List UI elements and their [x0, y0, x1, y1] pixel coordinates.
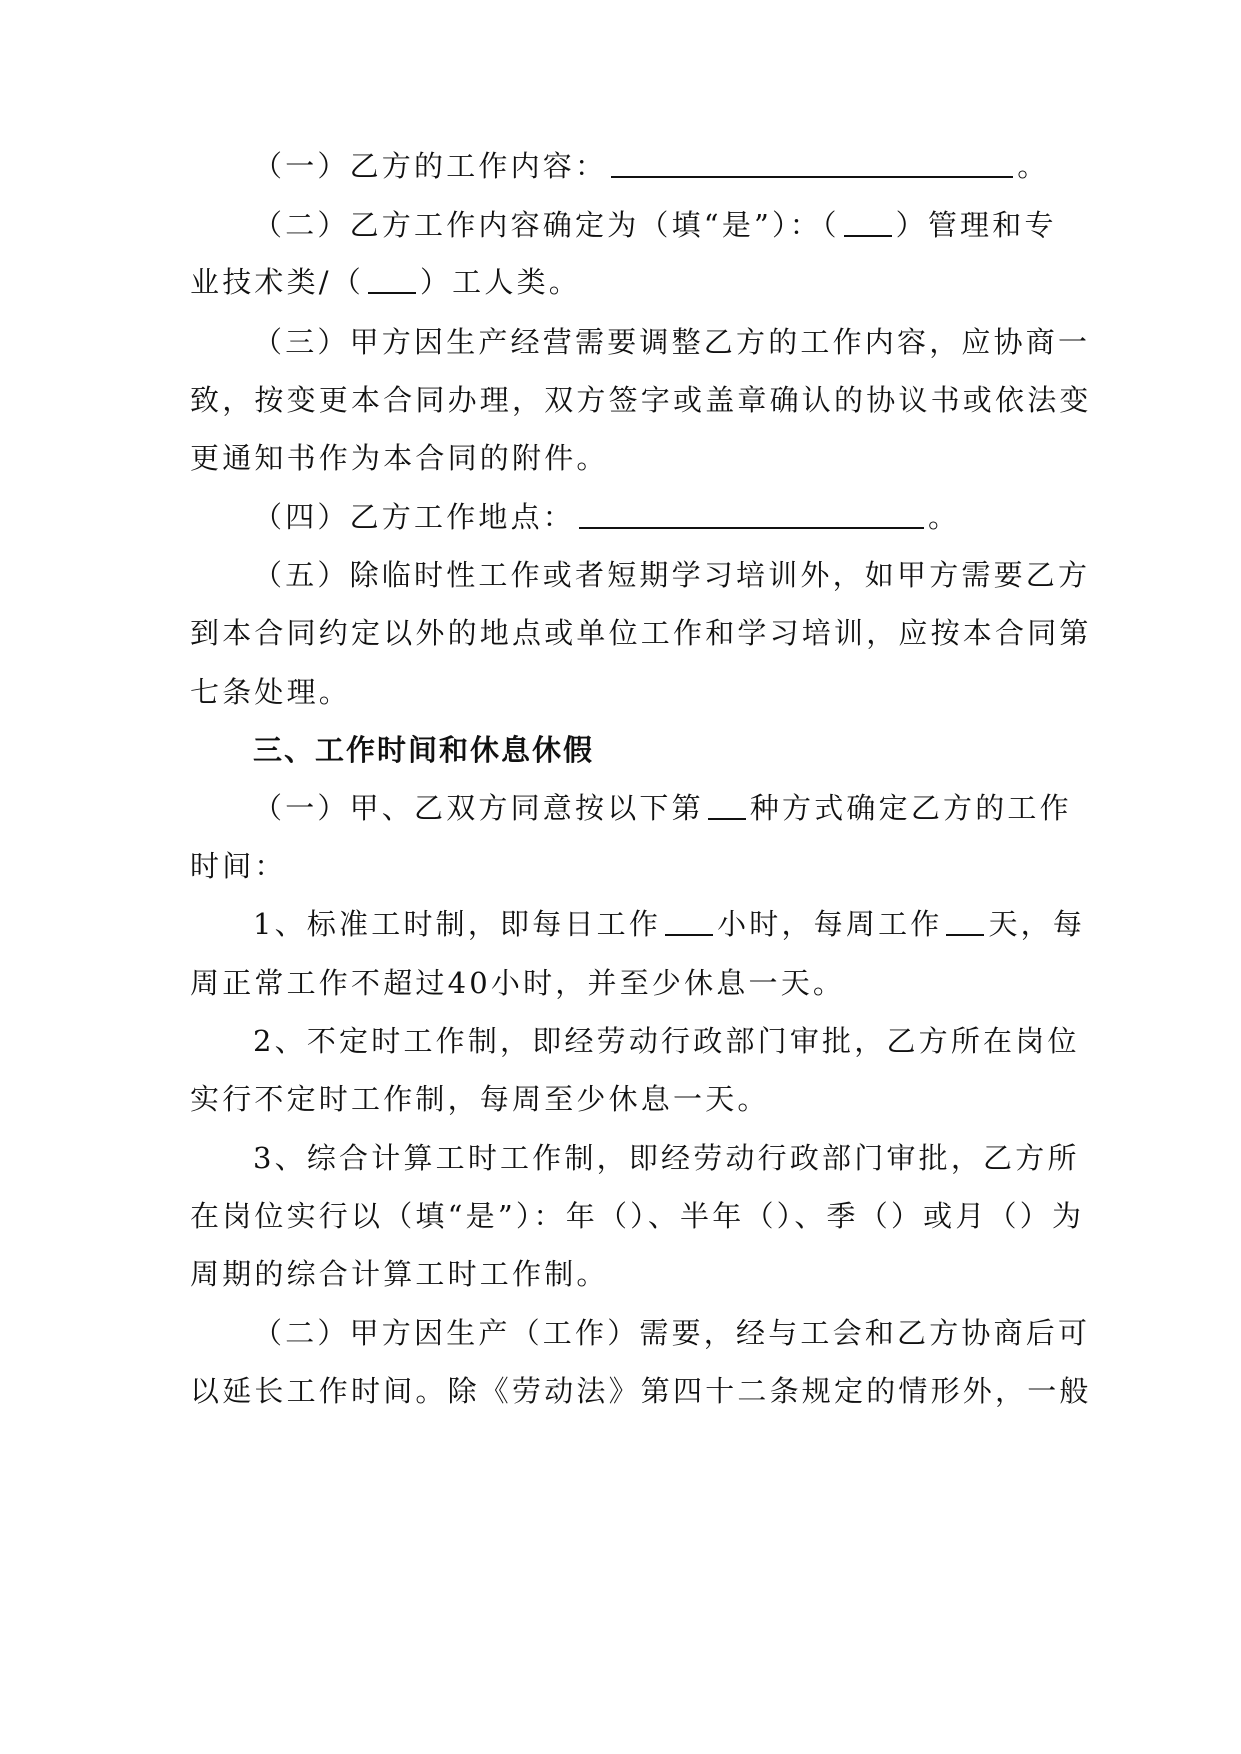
option-3: 3、综合计算工时工作制，即经劳动行政部门审批，乙方所 [253, 1141, 1080, 1175]
option-1 [253, 904, 1085, 944]
clause-3-1-line2: 时间： [190, 849, 287, 883]
clause-2-4 [253, 497, 960, 537]
work-location-blank[interactable] [579, 497, 924, 529]
clause-text: 。 [928, 500, 961, 534]
clause-text: （一）乙方的工作内容： [253, 149, 608, 183]
worker-type-blank[interactable] [368, 262, 416, 294]
daily-hours-blank[interactable] [665, 904, 713, 936]
clause-3-2-line2: 以延长工作时间。除《劳动法》第四十二条规定的情形外，一般 [190, 1374, 1092, 1408]
clause-3-2: （二）甲方因生产（工作）需要，经与工会和乙方协商后可 [253, 1316, 1091, 1350]
clause-2-3: （三）甲方因生产经营需要调整乙方的工作内容，应协商一 [253, 325, 1091, 359]
option-3-line2: 在岗位实行以（填“是”）：年（）、半年（）、季（）或月（）为 [190, 1199, 1085, 1233]
option-1-line2: 周正常工作不超过40小时，并至少休息一天。 [190, 966, 846, 1000]
clause-text: 小时，每周工作 [717, 907, 943, 941]
clause-2-3-line2: 致，按变更本合同办理，双方签字或盖章确认的协议书或依法变 [190, 383, 1092, 417]
clause-2-5-line3: 七条处理。 [190, 675, 352, 709]
clause-3-1 [253, 788, 1072, 828]
clause-2-2-continued [190, 262, 581, 302]
clause-2-5-line2: 到本合同约定以外的地点或单位工作和学习培训，应按本合同第 [190, 616, 1092, 650]
weekly-days-blank[interactable] [946, 904, 984, 936]
management-type-blank[interactable] [844, 205, 892, 237]
clause-text: （四）乙方工作地点： [253, 500, 576, 534]
clause-text: （一）甲、乙双方同意按以下第 [253, 791, 704, 825]
work-content-blank[interactable] [611, 146, 1013, 178]
option-3-line3: 周期的综合计算工时工作制。 [190, 1257, 609, 1291]
clause-text: ）管理和专 [895, 208, 1057, 242]
clause-text: （二）乙方工作内容确定为（填“是”）：（ [253, 208, 840, 242]
option-2: 2、不定时工作制，即经劳动行政部门审批，乙方所在岗位 [253, 1024, 1080, 1058]
clause-text: 。 [1017, 149, 1050, 183]
clause-text: 1、标准工时制，即每日工作 [253, 907, 662, 941]
clause-text: ）工人类。 [419, 265, 581, 299]
clause-2-3-line3: 更通知书作为本合同的附件。 [190, 441, 609, 475]
section-3-heading: 三、工作时间和休息休假 [253, 733, 595, 767]
clause-text: 天，每 [988, 907, 1086, 941]
clause-text: 种方式确定乙方的工作 [749, 791, 1072, 825]
work-time-option-blank[interactable] [708, 788, 746, 820]
option-2-line2: 实行不定时工作制，每周至少休息一天。 [190, 1082, 770, 1116]
clause-text: 业技术类/（ [190, 265, 364, 299]
clause-2-2 [253, 205, 1057, 245]
clause-2-5: （五）除临时性工作或者短期学习培训外，如甲方需要乙方 [253, 558, 1091, 592]
clause-2-1 [253, 146, 1049, 186]
